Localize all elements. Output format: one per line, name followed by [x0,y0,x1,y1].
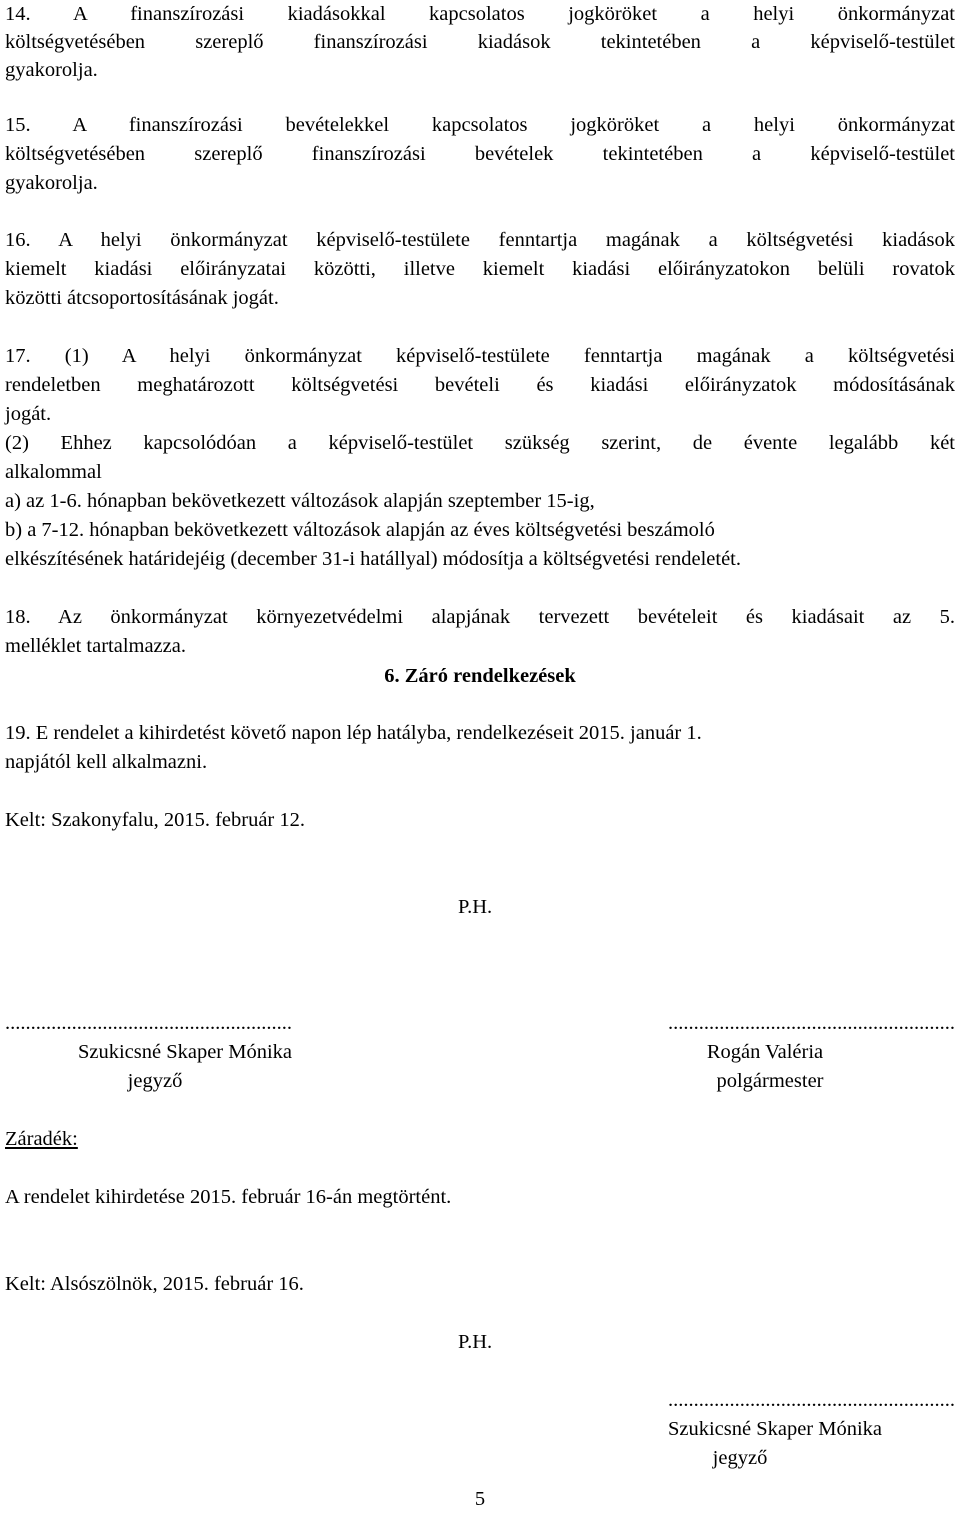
paragraph-18-line-1: 18. Az önkormányzat környezetvédelmi alapjának tervezett bevételeit és kiadásait az 5. [5,606,955,628]
page-number: 5 [474,1488,486,1510]
ph-stamp-1: P.H. [458,896,493,918]
paragraph-14-line-3: gyakorolja. [5,59,98,81]
paragraph-17-line-8: elkészítésének határidejéig (december 31-i hatállyal) módosítja a költségvetési rendeletét. [5,548,741,570]
signature-bottom-dots: ........................................................ [668,1389,955,1411]
paragraph-17-line-3: jogát. [5,403,52,425]
signature-left-title: jegyző [127,1070,183,1092]
paragraph-19-line-1: 19. E rendelet a kihirdetést követő napon lép hatályba, rendelkezéseit 2015. január 1. [5,722,702,744]
paragraph-17-line-1: 17. (1) A helyi önkormányzat képviselő-testülete fenntartja magának a költségvetési [5,345,955,367]
paragraph-17-line-5: alkalommal [5,461,102,483]
kelt-date-1: Kelt: Szakonyfalu, 2015. február 12. [5,809,306,831]
kihirdetes-text: A rendelet kihirdetése 2015. február 16-án megtörtént. [5,1186,452,1208]
paragraph-15-line-1: 15. A finanszírozási bevételekkel kapcsolatos jogköröket a helyi önkormányzat [5,114,955,136]
paragraph-17-line-2: rendeletben meghatározott költségvetési bevételi és kiadási előirányzatok módosításának [5,374,955,396]
signature-right-title: polgármester [716,1070,824,1092]
paragraph-17-line-4: (2) Ehhez kapcsolódóan a képviselő-testület szükség szerint, de évente legalább két [5,432,955,454]
signature-right-dots: ........................................................ [668,1012,955,1034]
paragraph-17-line-7: b) a 7-12. hónapban bekövetkezett változások alapján az éves költségvetési beszámoló [5,519,715,541]
signature-left-dots: ........................................................ [5,1012,292,1034]
section-heading: 6. Záró rendelkezések [384,665,576,687]
paragraph-15-line-2: költségvetésében szereplő finanszírozási bevételek tekintetében a képviselő-testület [5,143,955,165]
signature-bottom-title: jegyző [712,1447,768,1469]
paragraph-16-line-2: kiemelt kiadási előirányzatai közötti, illetve kiemelt kiadási előirányzatokon belüli rovatok [5,258,955,280]
paragraph-18-line-2: melléklet tartalmazza. [5,635,186,657]
zaradek-label: Záradék: [5,1128,78,1150]
kelt-date-2: Kelt: Alsószölnök, 2015. február 16. [5,1273,304,1295]
paragraph-16-line-3: közötti átcsoportosításának jogát. [5,287,279,309]
paragraph-14-line-1: 14. A finanszírozási kiadásokkal kapcsolatos jogköröket a helyi önkormányzat [5,3,955,25]
ph-stamp-2: P.H. [458,1331,493,1353]
paragraph-16-line-1: 16. A helyi önkormányzat képviselő-testülete fenntartja magának a költségvetési kiadások [5,229,955,251]
paragraph-17-line-6: a) az 1-6. hónapban bekövetkezett változások alapján szeptember 15-ig, [5,490,595,512]
signature-right-name: Rogán Valéria [706,1041,824,1063]
paragraph-15-line-3: gyakorolja. [5,172,98,194]
paragraph-19-line-2: napjától kell alkalmazni. [5,751,208,773]
paragraph-14-line-2: költségvetésében szereplő finanszírozási kiadások tekintetében a képviselő-testület [5,31,955,53]
signature-bottom-name: Szukicsné Skaper Mónika [667,1418,883,1440]
signature-left-name: Szukicsné Skaper Mónika [77,1041,293,1063]
